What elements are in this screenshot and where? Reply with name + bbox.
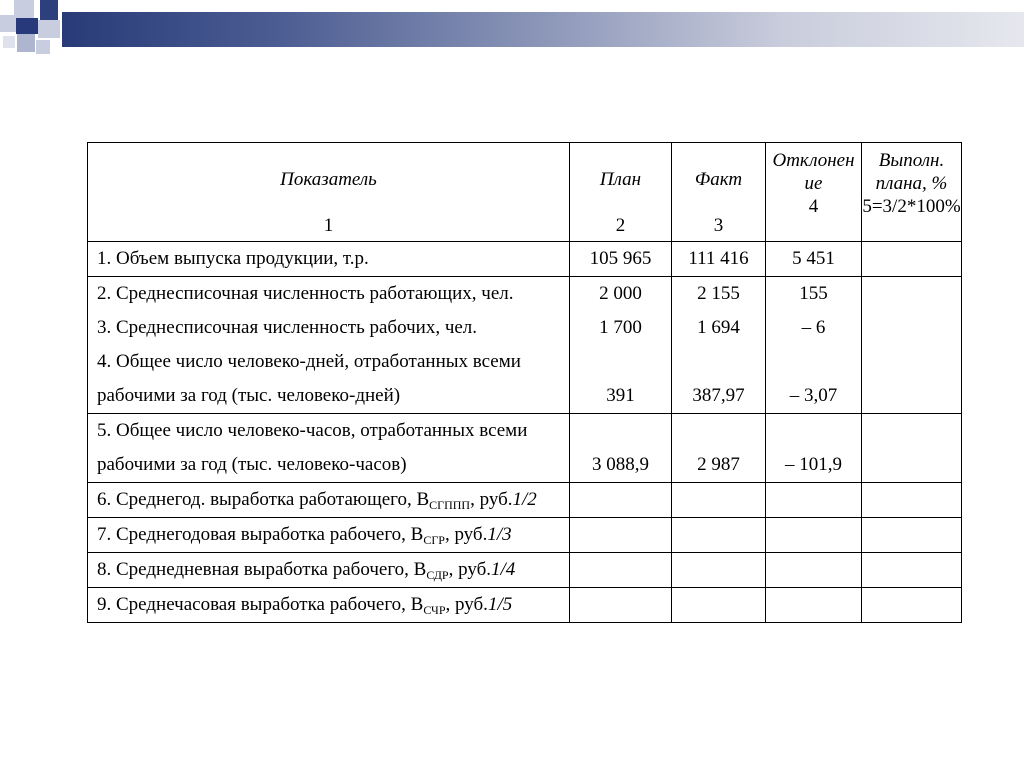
row4-deviation: – 3,07 bbox=[789, 385, 838, 406]
header-completion bbox=[862, 143, 962, 242]
row2-deviation: 155 bbox=[799, 283, 828, 304]
row7-label bbox=[88, 518, 569, 552]
decor-square bbox=[17, 34, 35, 52]
row6-label-formula: 1/2 bbox=[512, 489, 537, 510]
decor-square bbox=[0, 15, 16, 32]
row8-label-subscript: СДР bbox=[426, 568, 449, 582]
decor-square bbox=[16, 18, 38, 34]
row4-fact-spacer bbox=[672, 345, 765, 379]
header-indicator-title: Показатель bbox=[280, 169, 377, 190]
row5-deviation: – 101,9 bbox=[785, 454, 842, 475]
row4-fact: 387,97 bbox=[692, 385, 745, 406]
row5-fact-cell bbox=[672, 414, 766, 483]
row6-label-text: 6. Среднегод. выработка работающего, В bbox=[97, 489, 430, 510]
row7-label-subscript: СГР bbox=[423, 533, 445, 547]
group-plan-cell bbox=[570, 277, 672, 414]
row9-plan-cell bbox=[570, 588, 672, 623]
table-row bbox=[88, 483, 962, 518]
row4-plan: 391 bbox=[606, 385, 635, 406]
row7-plan-cell bbox=[570, 518, 672, 553]
row1-plan: 105 965 bbox=[589, 248, 652, 269]
row3-fact: 1 694 bbox=[697, 317, 740, 338]
header-plan-title: План bbox=[599, 169, 642, 190]
group-deviation-cell bbox=[766, 277, 862, 414]
row6-fact-cell bbox=[672, 483, 766, 518]
row9-fact-cell bbox=[672, 588, 766, 623]
row7-completion-cell bbox=[862, 518, 962, 553]
row7-label-unit: , руб. bbox=[444, 524, 488, 545]
table-row bbox=[88, 553, 962, 588]
row1-fact: 111 416 bbox=[688, 248, 749, 269]
row5-label-line2: рабочими за год (тыс. человеко-часов) bbox=[97, 454, 407, 475]
decor-square bbox=[14, 0, 34, 20]
row9-label-text: 9. Среднечасовая выработка рабочего, В bbox=[97, 594, 424, 615]
table-row bbox=[88, 518, 962, 553]
header-fact bbox=[672, 143, 766, 242]
row1-deviation: 5 451 bbox=[792, 248, 835, 269]
row7-label-formula: 1/3 bbox=[487, 524, 512, 545]
header-deviation-number: 4 bbox=[808, 196, 819, 217]
row4-label-line2: рабочими за год (тыс. человеко-дней) bbox=[97, 385, 401, 406]
table-row bbox=[88, 414, 962, 483]
row8-label-text: 8. Среднедневная выработка рабочего, В bbox=[97, 559, 427, 580]
row9-label-subscript: СЧР bbox=[423, 603, 446, 617]
gradient-title-bar bbox=[62, 12, 1024, 47]
row6-completion-cell bbox=[862, 483, 962, 518]
row8-label-unit: , руб. bbox=[448, 559, 491, 580]
header-completion-line1: Выполн. bbox=[878, 150, 945, 171]
row8-deviation-cell bbox=[766, 553, 862, 588]
row9-label bbox=[88, 588, 569, 622]
header-deviation-line1: Отклонен bbox=[772, 150, 855, 171]
row5-deviation-cell bbox=[766, 414, 862, 483]
row5-completion-cell bbox=[862, 414, 962, 483]
row4-plan-spacer bbox=[570, 345, 671, 379]
table-row bbox=[88, 588, 962, 623]
slide-header-decoration bbox=[0, 0, 1024, 60]
row7-label-text: 7. Среднегодовая выработка рабочего, В bbox=[97, 524, 424, 545]
row2-plan: 2 000 bbox=[599, 283, 642, 304]
row5-fact: 2 987 bbox=[697, 454, 740, 475]
row9-deviation-cell bbox=[766, 588, 862, 623]
row1-completion-cell bbox=[862, 242, 962, 277]
row9-label-cell bbox=[88, 588, 570, 623]
header-indicator-number: 1 bbox=[323, 215, 334, 236]
row1-completion bbox=[862, 242, 961, 276]
header-plan bbox=[570, 143, 672, 242]
header-completion-line2: плана, % bbox=[875, 173, 948, 194]
row1-deviation-cell bbox=[766, 242, 862, 277]
header-fact-title: Факт bbox=[694, 169, 743, 190]
row5-fact-spacer bbox=[672, 414, 765, 448]
table-header-row bbox=[88, 143, 962, 242]
row3-plan: 1 700 bbox=[599, 317, 642, 338]
row5-plan: 3 088,9 bbox=[592, 454, 649, 475]
header-plan-number: 2 bbox=[615, 215, 626, 236]
row1-label-cell bbox=[88, 242, 570, 277]
row5-deviation-spacer bbox=[766, 414, 861, 448]
group-labels-cell bbox=[88, 277, 570, 414]
row8-label bbox=[88, 553, 569, 587]
row1-label: 1. Объем выпуска продукции, т.р. bbox=[97, 248, 369, 269]
row2-label: 2. Среднесписочная численность работающих, чел. bbox=[97, 283, 514, 304]
row9-label-unit: , руб. bbox=[445, 594, 488, 615]
row7-label-cell bbox=[88, 518, 570, 553]
row7-deviation-cell bbox=[766, 518, 862, 553]
row6-label-cell bbox=[88, 483, 570, 518]
row6-label bbox=[88, 483, 569, 517]
row8-label-cell bbox=[88, 553, 570, 588]
row8-fact-cell bbox=[672, 553, 766, 588]
header-deviation-line2: ие bbox=[804, 173, 823, 194]
row6-label-subscript: СГППП bbox=[429, 498, 471, 512]
productivity-table bbox=[87, 142, 962, 623]
group-completion-cell bbox=[862, 277, 962, 414]
row5-label-cell bbox=[88, 414, 570, 483]
header-completion-formula: 5=3/2*100% bbox=[862, 196, 961, 217]
row6-plan-cell bbox=[570, 483, 672, 518]
row1-fact-cell bbox=[672, 242, 766, 277]
row9-completion-cell bbox=[862, 588, 962, 623]
row3-label: 3. Среднесписочная численность рабочих, чел. bbox=[97, 317, 478, 338]
row2-fact: 2 155 bbox=[697, 283, 740, 304]
group-fact-cell bbox=[672, 277, 766, 414]
row1-plan-cell bbox=[570, 242, 672, 277]
row5-plan-cell bbox=[570, 414, 672, 483]
header-deviation bbox=[766, 143, 862, 242]
decor-square bbox=[38, 20, 60, 38]
row5-label-line1: 5. Общее число человеко-часов, отработанных всеми bbox=[97, 420, 528, 441]
header-fact-number: 3 bbox=[713, 215, 724, 236]
row6-deviation-cell bbox=[766, 483, 862, 518]
row3-deviation: – 6 bbox=[801, 317, 826, 338]
table-row-group bbox=[88, 277, 962, 414]
row6-label-unit: , руб. bbox=[470, 489, 513, 510]
row5-plan-spacer bbox=[570, 414, 671, 448]
row7-fact-cell bbox=[672, 518, 766, 553]
row8-completion-cell bbox=[862, 553, 962, 588]
decor-square bbox=[36, 40, 50, 54]
row4-deviation-spacer bbox=[766, 345, 861, 379]
row9-label-formula: 1/5 bbox=[487, 594, 513, 615]
header-indicator bbox=[88, 143, 570, 242]
row8-plan-cell bbox=[570, 553, 672, 588]
table-row bbox=[88, 242, 962, 277]
row4-label-line1: 4. Общее число человеко-дней, отработанных всеми bbox=[97, 351, 521, 372]
row8-label-formula: 1/4 bbox=[491, 559, 516, 580]
decor-square bbox=[40, 0, 58, 20]
decor-square bbox=[3, 36, 15, 48]
